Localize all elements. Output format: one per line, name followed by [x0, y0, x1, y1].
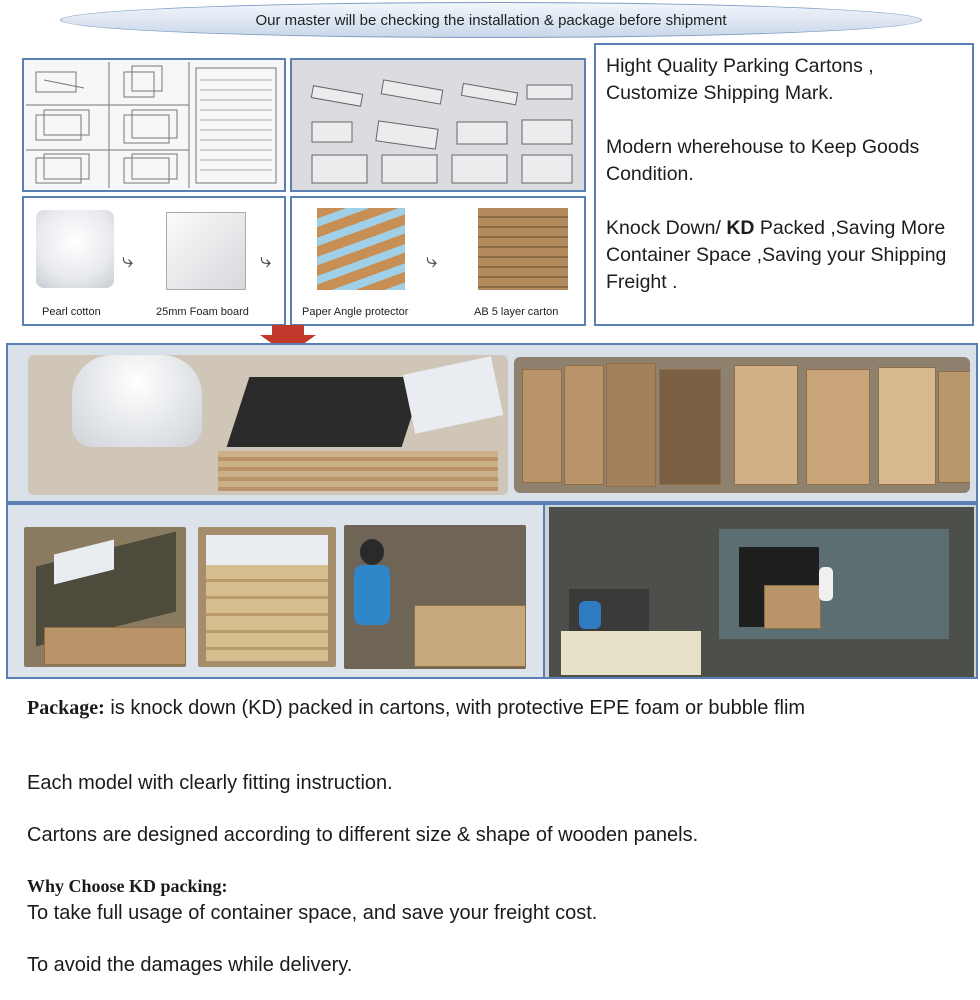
- info-cartons: Hight Quality Parking Cartons , Customize Shipping Mark.: [606, 55, 874, 104]
- shipment-banner: [60, 2, 922, 38]
- container-loading-photo: [549, 507, 974, 677]
- instruction-sketch-image: [24, 60, 284, 190]
- worker-packing-photo: [344, 525, 526, 669]
- angle-protector-image: [317, 208, 405, 290]
- foam-board-block: [166, 212, 246, 290]
- loading-photos-row: [6, 503, 546, 679]
- arrow-icon: ⤷: [260, 250, 272, 272]
- stacked-cartons-photo: [198, 527, 336, 667]
- warehouse-cartons-photo: [514, 357, 970, 493]
- fitting-instruction-text: Each model with clearly fitting instruction.: [27, 772, 393, 794]
- arrow-icon: ⤷: [122, 250, 134, 272]
- container-loading-panel: [543, 503, 978, 679]
- angle-protector-caption: Paper Angle protector: [302, 306, 409, 318]
- carton-caption: AB 5 layer carton: [474, 306, 559, 318]
- why-reason-damage: To avoid the damages while delivery.: [27, 954, 353, 976]
- packed-panel-photo: [24, 527, 186, 667]
- package-description: [27, 696, 967, 720]
- layer-carton-image: [478, 208, 568, 290]
- foam-board-caption: 25mm Foam board: [156, 306, 249, 318]
- info-kd-packed: Knock Down/ KD Packed ,Saving More Container Space ,Saving your Shipping Freight .: [606, 217, 947, 293]
- carton-materials: [290, 196, 586, 326]
- package-body: is knock down (KD) packed in cartons, with protective EPE foam or bubble flim: [104, 697, 806, 719]
- info-box: [594, 43, 974, 326]
- banner-text: Our master will be checking the installation & package before shipment: [255, 11, 727, 29]
- arrow-icon: ⤷: [426, 250, 438, 272]
- foam-wrapped-panels-photo: [28, 355, 508, 495]
- pearl-cotton-roll: [36, 210, 114, 288]
- kd-bold: KD: [726, 217, 755, 239]
- cartons-design-text: Cartons are designed according to different size & shape of wooden panels.: [27, 824, 699, 846]
- pearl-cotton-caption: Pearl cotton: [42, 306, 101, 318]
- carton-sketch-image: [292, 60, 584, 190]
- instruction-diagram: [22, 58, 286, 192]
- carton-diagram: [290, 58, 586, 192]
- why-choose-title: Why Choose KD packing:: [27, 876, 228, 896]
- info-warehouse: Modern wherehouse to Keep Goods Condition.: [606, 136, 920, 185]
- packing-photos-row: [6, 343, 978, 503]
- foam-materials: [22, 196, 286, 326]
- why-reason-space: To take full usage of container space, and save your freight cost.: [27, 902, 598, 924]
- package-label: Package:: [27, 697, 105, 719]
